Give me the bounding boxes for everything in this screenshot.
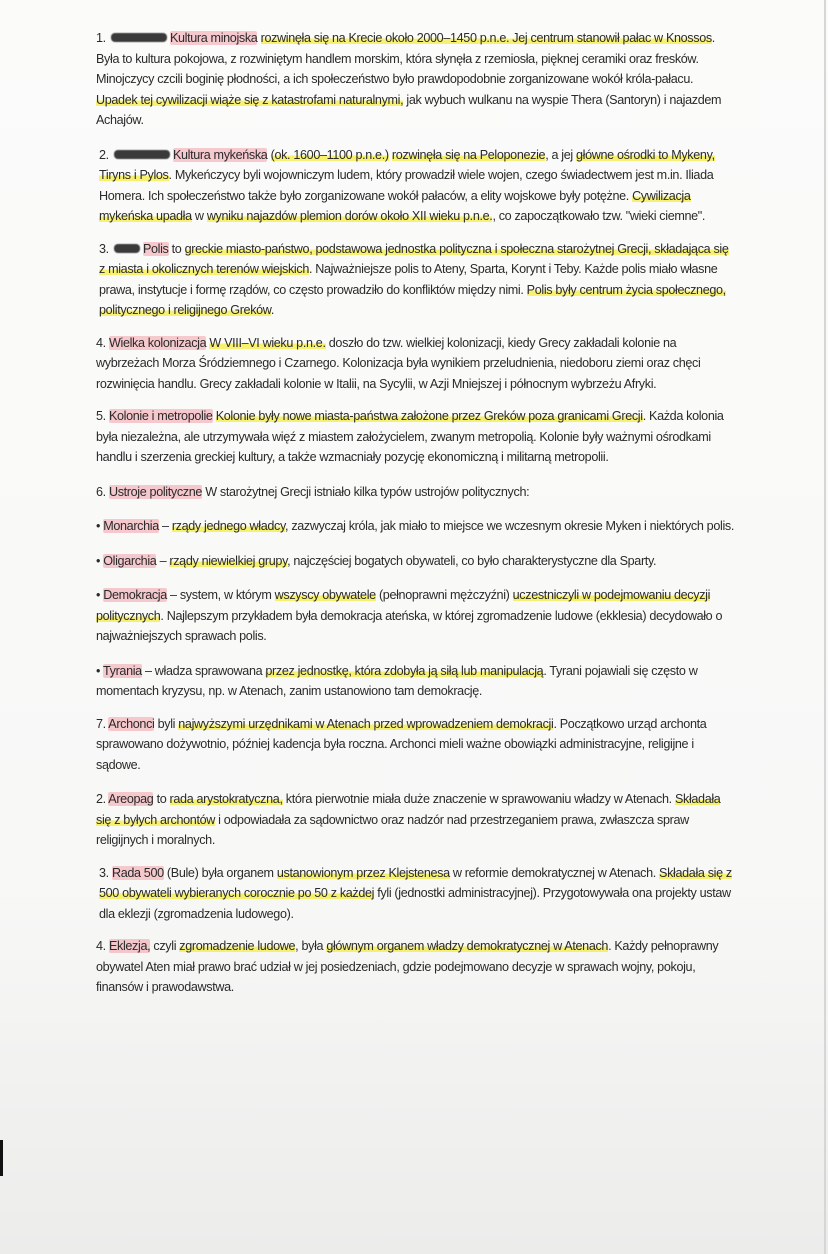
body-text: czyli: [150, 939, 180, 953]
highlighted-text: uczestniczyli w podejmowaniu decyzji politycznych: [96, 588, 711, 623]
section-number: 4.: [96, 335, 109, 350]
note-section: [96, 789, 736, 851]
body-text: (pełnoprawni mężczyźni): [375, 588, 513, 602]
highlighted-text: (ok. 1600–1100 p.n.e.): [270, 147, 389, 162]
body-text: , zazwyczaj króla, jak miało to miejsce we wczesnym okresie Myken i niektórych polis.: [285, 519, 734, 533]
body-text: . Każdy pełnoprawny obywatel Aten miał prawo brać udział w jej posiedzeniach, gdzie podejmowano decyzje w sprawach wojny, pokoju, finansów i prawodawstwa.: [96, 939, 719, 994]
section-number: 3.: [99, 865, 112, 880]
body-text: –: [158, 519, 172, 533]
section-term: Oligarchia: [103, 553, 157, 568]
body-text: . Mykeńczycy byli wojowniczym ludem, który prowadził wiele wojen, czego świadectwem jest m.in. Iliada Homera. Ich społeczeństwo także było zorganizowane wokół pałaców, a elity wojskowe były potężne.: [99, 168, 714, 203]
section-term: Polis: [142, 241, 169, 256]
body-text: . Najważniejsze polis to Ateny, Sparta, Korynt i Teby. Każde polis miało własne prawa, instytucje i formę rządów, co często prowadziło do konfliktów między nimi.: [99, 262, 718, 297]
note-section: [96, 863, 736, 925]
note-section: [96, 482, 736, 503]
section-term: Rada 500: [111, 865, 164, 880]
highlighted-text: Polis były centrum życia społecznego, politycznego i religijnego Greków: [99, 282, 726, 317]
note-section: [96, 661, 736, 702]
highlighted-text: wszyscy obywatele: [274, 588, 376, 602]
section-term: Areopag: [108, 792, 154, 806]
body-text: fyli (jednostki administracyjnej). Przygotowywała ona projekty ustaw dla eklezji (zgromadzenia ludowego).: [99, 886, 731, 921]
body-text: doszło do tzw. wielkiej kolonizacji, kiedy Grecy zakładali kolonie na wybrzeżach Morza Śródziemnego i Czarnego. Kolonizacja była wynikiem przeludnienia, niedoboru ziemi oraz chęci rozwinięcia handlu. Grecy zakładali kolonie w Italii, na Sycylii, w Azji Mniejszej i północnym wybrzeżu Afryki.: [96, 335, 701, 391]
highlighted-text: główne ośrodki to Mykeny, Tiryns i Pylos: [99, 147, 715, 182]
body-text: jak wybuch wulkanu na wyspie Thera (Santoryn) i najazdem Achajów.: [96, 92, 722, 127]
section-term: Ustroje polityczne: [108, 484, 203, 499]
highlighted-text: zgromadzenie ludowe: [179, 939, 296, 953]
section-number: •: [96, 588, 104, 602]
body-text: W starożytnej Grecji istniało kilka typów ustrojów politycznych:: [202, 484, 530, 499]
highlighted-text: rozwinęła się na Peloponezie: [391, 147, 546, 162]
scribbled-out-text: [114, 150, 170, 159]
section-term: Monarchia: [103, 519, 159, 533]
body-text: która pierwotnie miała duże znaczenie w sprawowaniu władzy w Atenach.: [282, 792, 675, 806]
highlighted-text: najwyższymi urzędnikami w Atenach przed wprowadzeniem demokracji: [178, 716, 554, 731]
highlighted-text: Kolonie były nowe miasta-państwa założone przez Greków poza granicami Grecji: [215, 409, 643, 423]
note-section: [96, 333, 736, 395]
note-section: [96, 145, 736, 227]
note-section: [96, 516, 736, 537]
body-text: –: [156, 553, 170, 568]
section-number: 7.: [96, 716, 109, 731]
highlighted-text: rada arystokratyczna,: [169, 792, 283, 806]
section-term: Demokracja: [103, 588, 167, 602]
highlighted-text: Cywilizacja mykeńska upadła: [99, 188, 691, 223]
note-section: [96, 551, 736, 572]
notes-content: [96, 28, 736, 1010]
scribbled-out-text: [111, 33, 167, 42]
body-text: . Każda kolonia była niezależna, ale utrzymywała więź z miastem założycielem, zwanym metropolią. Kolonie były ważnymi ośrodkami handlu i szerzenia greckiej kultury, a także wzmacniały pozycję ekonomiczną i militarną metropolii.: [96, 409, 724, 464]
highlighted-text: W VIII–VI wieku p.n.e.: [209, 335, 326, 350]
highlighted-text: wyniku najazdów plemion dorów około XII wieku p.n.e.: [206, 209, 493, 223]
body-text: (Bule) była organem: [163, 865, 277, 880]
section-number: •: [96, 519, 104, 533]
body-text: w reformie demokratycznej w Atenach.: [449, 865, 660, 880]
scribbled-out-text: [114, 244, 140, 253]
body-text: . Najlepszym przykładem była demokracja ateńska, w której zgromadzenie ludowe (ekklesia) decydowało o najważniejszych sprawach polis.: [96, 608, 723, 643]
body-text: to: [168, 241, 185, 256]
body-text: . Początkowo urząd archonta sprawowano dożywotnio, później kadencja była roczna. Archonci mieli ważne obowiązki administracyjne, religijne i sądowe.: [96, 716, 707, 772]
section-term: Kolonie i metropolie: [108, 409, 213, 423]
section-number: •: [96, 553, 104, 568]
body-text: byli: [154, 716, 179, 731]
section-term: Kultura mykeńska: [172, 147, 268, 162]
body-text: – władza sprawowana: [141, 663, 266, 678]
highlighted-text: greckie miasto-państwo, podstawowa jednostka polityczna i społeczna starożytnej Grecji, składająca się z miasta i okolicznych terenów wiejskich: [99, 241, 729, 276]
section-number: 6.: [96, 484, 109, 499]
section-term: Eklezja,: [108, 939, 151, 953]
section-number: 3.: [99, 241, 112, 256]
body-text: .: [270, 303, 275, 317]
section-number: 1.: [96, 31, 109, 45]
body-text: , najczęściej bogatych obywateli, co było charakterystyczne dla Sparty.: [287, 553, 657, 568]
note-section: [96, 239, 736, 321]
body-text: . Była to kultura pokojowa, z rozwiniętym handlem morskim, która słynęła z rzemiosła, pięknej ceramiki oraz fresków. Minojczycy czcili boginię płodności, a ich społeczeństwo było prawdopodobnie zorganizowane wokół króla-pałacu.: [96, 31, 715, 86]
page-edge: [824, 0, 826, 1254]
body-text: to: [153, 792, 170, 806]
highlighted-text: Upadek tej cywilizacji wiąże się z katastrofami naturalnymi,: [96, 92, 404, 107]
highlighted-text: Składała się z 500 obywateli wybieranych corocznie po 50 z każdej: [99, 865, 732, 900]
note-section: [96, 714, 736, 776]
body-text: i odpowiadała za sądownictwo oraz nadzór nad przestrzeganiem prawa, zwłaszcza spraw religijnych i moralnych.: [96, 812, 689, 847]
body-text: w: [191, 209, 207, 223]
highlighted-text: rządy jednego władcy: [171, 519, 286, 533]
highlighted-text: ustanowionym przez Klejstenesa: [276, 865, 450, 880]
section-number: •: [96, 663, 103, 678]
section-term: Wielka kolonizacja: [108, 335, 207, 350]
note-section: [96, 406, 736, 468]
body-text: – system, w którym: [166, 588, 275, 602]
section-term: Tyrania: [102, 663, 142, 678]
highlighted-text: przez jednostkę, która zdobyła ją siłą lub manipulacją: [265, 663, 544, 678]
section-term: Kultura minojska: [169, 31, 258, 45]
note-section: [96, 585, 736, 647]
binder-mark: [0, 1140, 3, 1176]
highlighted-text: rozwinęła się na Krecie około 2000–1450 p.n.e. Jej centrum stanowił pałac w Knossos: [260, 31, 712, 45]
body-text: , a jej: [545, 147, 577, 162]
highlighted-text: głównym organem władzy demokratycznej w Atenach: [326, 939, 609, 953]
section-number: 2.: [99, 147, 112, 162]
body-text: , co zapoczątkowało tzw. "wieki ciemne".: [492, 209, 706, 223]
section-number: 4.: [96, 939, 109, 953]
highlighted-text: Składała się z byłych archontów: [96, 792, 721, 827]
note-section: [96, 28, 736, 131]
section-term: Archonci: [108, 716, 155, 731]
section-number: 5.: [96, 409, 109, 423]
body-text: , była: [295, 939, 327, 953]
body-text: . Tyrani pojawiali się często w momentach kryzysu, np. w Atenach, zanim ustanowiono tam demokrację.: [96, 663, 698, 698]
highlighted-text: rządy niewielkiej grupy: [169, 553, 288, 568]
section-number: 2.: [96, 792, 109, 806]
note-section: [96, 936, 736, 998]
